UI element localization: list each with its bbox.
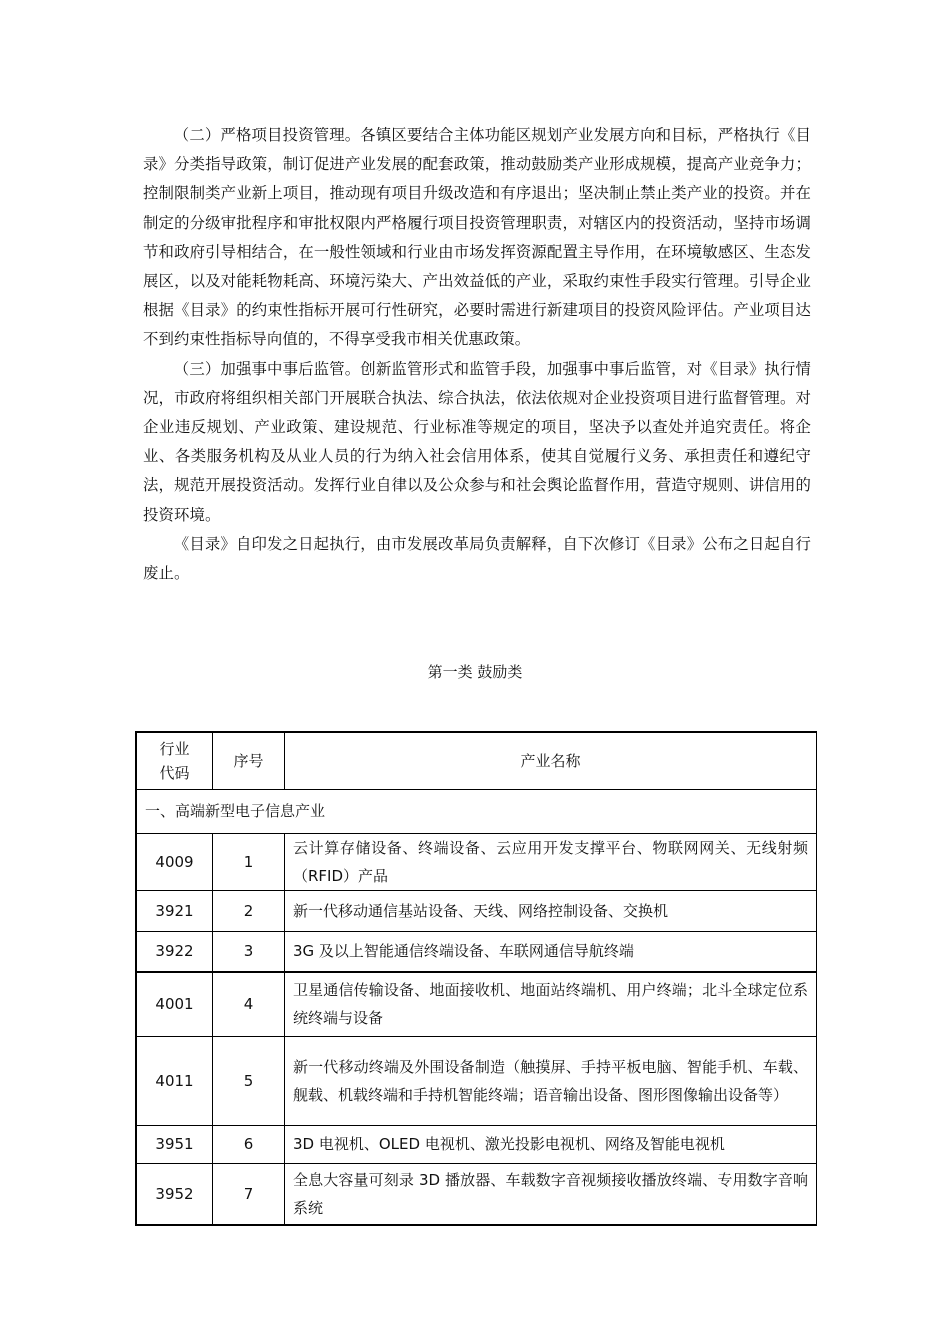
table-header-row bbox=[136, 732, 817, 789]
row-code: 3921 bbox=[136, 890, 213, 931]
header-seq: 序号 bbox=[213, 732, 285, 789]
header-industry-name: 产业名称 bbox=[285, 732, 817, 789]
industry-catalog-table bbox=[135, 731, 817, 1226]
row-seq: 6 bbox=[213, 1125, 285, 1163]
table-row bbox=[136, 1163, 817, 1225]
row-name: 新一代移动通信基站设备、天线、网络控制设备、交换机 bbox=[285, 890, 817, 931]
category-label: 一、高端新型电子信息产业 bbox=[136, 789, 817, 833]
row-name: 新一代移动终端及外围设备制造（触摸屏、手持平板电脑、智能手机、车载、舰载、机载终端和手持机智能终端；语音输出设备、图形图像输出设备等） bbox=[285, 1036, 817, 1125]
body-text bbox=[143, 121, 811, 588]
row-seq: 5 bbox=[213, 1036, 285, 1125]
row-code: 4011 bbox=[136, 1036, 213, 1125]
category-row bbox=[136, 789, 817, 833]
row-code: 3952 bbox=[136, 1163, 213, 1225]
table-row bbox=[136, 1036, 817, 1125]
row-name: 3G 及以上智能通信终端设备、车联网通信导航终端 bbox=[285, 931, 817, 972]
section-title: 第一类 鼓励类 bbox=[427, 663, 523, 681]
table-row bbox=[136, 833, 817, 890]
header-industry-code bbox=[136, 732, 213, 789]
row-seq: 7 bbox=[213, 1163, 285, 1225]
row-seq: 1 bbox=[213, 833, 285, 890]
row-code: 4009 bbox=[136, 833, 213, 890]
row-code: 3922 bbox=[136, 931, 213, 972]
table-row bbox=[136, 890, 817, 931]
row-code: 4001 bbox=[136, 972, 213, 1036]
row-seq: 3 bbox=[213, 931, 285, 972]
row-name: 卫星通信传输设备、地面接收机、地面站终端机、用户终端；北斗全球定位系统终端与设备 bbox=[285, 972, 817, 1036]
row-code: 3951 bbox=[136, 1125, 213, 1163]
paragraph-supervision: （三）加强事中事后监管。创新监管形式和监管手段，加强事中事后监管，对《目录》执行情况，市政府将组织相关部门开展联合执法、综合执法，依法依规对企业投资项目进行监督管理。对企业违反规划、产业政策、建设规范、行业标准等规定的项目，坚决予以查处并追究责任。将企业、各类服务机构及从业人员的行为纳入社会信用体系，使其自觉履行义务、承担责任和遵纪守法，规范开展投资活动。发挥行业自律以及公众参与和社会舆论监督作用，营造守规则、讲信用的投资环境。 bbox=[143, 359, 811, 524]
header-code-text: 行业代码 bbox=[159, 739, 190, 782]
row-name: 云计算存储设备、终端设备、云应用开发支撑平台、物联网网关、无线射频（RFID）产品 bbox=[285, 833, 817, 890]
table-row bbox=[136, 972, 817, 1036]
paragraph-project-investment: （二）严格项目投资管理。各镇区要结合主体功能区规划产业发展方向和目标，严格执行《目录》分类指导政策，制订促进产业发展的配套政策，推动鼓励类产业形成规模，提高产业竞争力；控制限制类产业新上项目，推动现有项目升级改造和有序退出；坚决制止禁止类产业的投资。并在制定的分级审批程序和审批权限内严格履行项目投资管理职责，对辖区内的投资活动，坚持市场调节和政府引导相结合，在一般性领域和行业由市场发挥资源配置主导作用，在环境敏感区、生态发展区，以及对能耗物耗高、环境污染大、产出效益低的产业，采取约束性手段实行管理。引导企业根据《目录》的约束性指标开展可行性研究，必要时需进行新建项目的投资风险评估。产业项目达不到约束性指标导向值的，不得享受我市相关优惠政策。 bbox=[143, 126, 811, 349]
row-name: 3D 电视机、OLED 电视机、激光投影电视机、网络及智能电视机 bbox=[285, 1125, 817, 1163]
row-seq: 4 bbox=[213, 972, 285, 1036]
table-row bbox=[136, 1125, 817, 1163]
row-name: 全息大容量可刻录 3D 播放器、车载数字音视频接收播放终端、专用数字音响系统 bbox=[285, 1163, 817, 1225]
row-seq: 2 bbox=[213, 890, 285, 931]
table-row bbox=[136, 931, 817, 972]
paragraph-effective-date: 《目录》自印发之日起执行，由市发展改革局负责解释，自下次修订《目录》公布之日起自行废止。 bbox=[143, 534, 811, 583]
